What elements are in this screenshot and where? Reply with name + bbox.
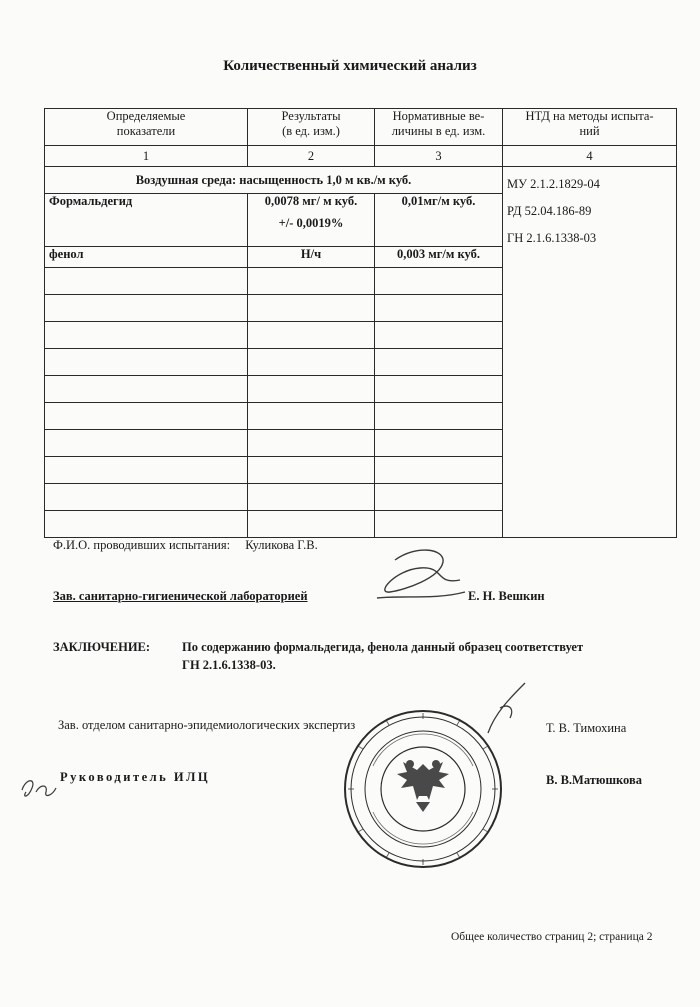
section-label: Воздушная среда: насыщенность 1,0 м кв./м куб. <box>45 167 503 194</box>
header-text: Результаты <box>281 109 341 123</box>
empty-cell <box>45 511 248 538</box>
table-header-row <box>45 109 677 146</box>
ntd-item: РД 52.04.186-89 <box>507 204 592 218</box>
header-cell <box>503 109 677 146</box>
column-number: 2 <box>248 146 375 167</box>
indicator-name: фенол <box>45 247 248 268</box>
column-number: 1 <box>45 146 248 167</box>
empty-cell <box>248 511 375 538</box>
section-row <box>45 167 677 194</box>
header-cell <box>248 109 375 146</box>
empty-cell <box>375 403 503 430</box>
result-cell <box>248 194 375 247</box>
header-text: (в ед. изм.) <box>282 124 340 138</box>
empty-cell <box>248 376 375 403</box>
empty-cell <box>248 457 375 484</box>
empty-cell <box>375 268 503 295</box>
empty-cell <box>45 376 248 403</box>
empty-cell <box>375 457 503 484</box>
document-title: Количественный химический анализ <box>223 58 477 74</box>
column-number-row <box>45 146 677 167</box>
empty-cell <box>45 268 248 295</box>
header-text: Нормативные ве- <box>392 109 485 123</box>
empty-cell <box>45 322 248 349</box>
lab-head-signature <box>365 540 475 610</box>
header-text: ний <box>579 124 600 138</box>
empty-cell <box>45 349 248 376</box>
lab-head-name: Е. Н. Вешкин <box>468 589 545 603</box>
ntd-item: МУ 2.1.2.1829-04 <box>507 177 600 191</box>
empty-cell <box>45 430 248 457</box>
empty-cell <box>248 430 375 457</box>
empty-cell <box>248 349 375 376</box>
result-value: Н/ч <box>248 247 375 268</box>
header-text: НТД на методы испыта- <box>525 109 654 123</box>
empty-cell <box>248 484 375 511</box>
empty-cell <box>248 268 375 295</box>
empty-cell <box>45 457 248 484</box>
ilc-head-title: Руководитель ИЛЦ <box>60 770 211 784</box>
norm-value: 0,003 мг/м куб. <box>375 247 503 268</box>
handwritten-mark <box>18 770 62 806</box>
empty-cell <box>375 322 503 349</box>
testers-line <box>53 538 318 553</box>
header-text: личины в ед. изм. <box>391 124 486 138</box>
header-cell <box>375 109 503 146</box>
result-error: +/- 0,0019% <box>278 216 344 230</box>
header-cell <box>45 109 248 146</box>
ilc-head-name: В. В.Матюшкова <box>546 773 642 787</box>
conclusion-line-1: По содержанию формальдегида, фенола данный образец соответствует <box>182 640 584 654</box>
empty-cell <box>375 349 503 376</box>
testers-name: Куликова Г.В. <box>245 538 318 552</box>
empty-cell <box>248 322 375 349</box>
indicator-name: Формальдегид <box>45 194 248 247</box>
result-value: 0,0078 мг/ м куб. <box>264 194 358 208</box>
column-number: 3 <box>375 146 503 167</box>
empty-cell <box>375 376 503 403</box>
dept-head-name: Т. В. Тимохина <box>546 721 627 735</box>
empty-cell <box>375 295 503 322</box>
column-number: 4 <box>503 146 677 167</box>
dept-head-title: Зав. отделом санитарно-эпидемиологических экспертиз <box>58 718 356 732</box>
official-stamp <box>340 706 506 872</box>
conclusion-label: ЗАКЛЮЧЕНИЕ: <box>53 640 151 654</box>
header-text: Определяемые <box>106 109 186 123</box>
analysis-table <box>44 108 677 538</box>
empty-cell <box>45 295 248 322</box>
norm-value: 0,01мг/м куб. <box>375 194 503 247</box>
page-footer: Общее количество страниц 2; страница 2 <box>451 931 653 943</box>
empty-cell <box>375 484 503 511</box>
conclusion-line-2: ГН 2.1.6.1338-03. <box>182 658 276 672</box>
empty-cell <box>375 511 503 538</box>
empty-cell <box>248 403 375 430</box>
lab-head-title: Зав. санитарно-гигиенической лабораторией <box>53 589 308 603</box>
ntd-cell <box>503 167 677 538</box>
header-text: показатели <box>116 124 176 138</box>
ntd-item: ГН 2.1.6.1338-03 <box>507 231 597 245</box>
empty-cell <box>45 484 248 511</box>
testers-label: Ф.И.О. проводивших испытания: <box>53 538 231 552</box>
empty-cell <box>45 403 248 430</box>
empty-cell <box>248 295 375 322</box>
empty-cell <box>375 430 503 457</box>
